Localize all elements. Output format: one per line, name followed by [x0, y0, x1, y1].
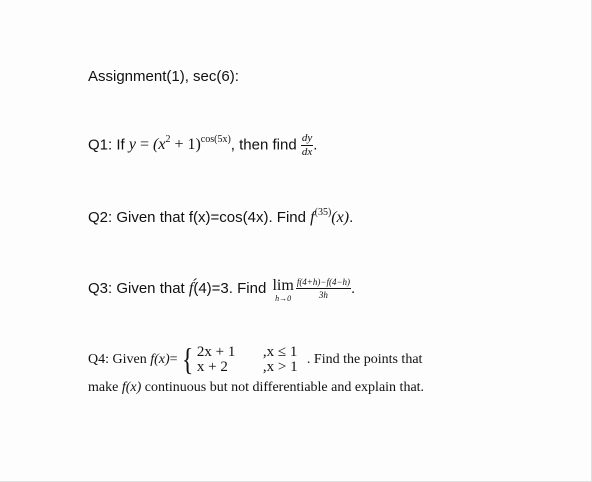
q4-piecewise-cases	[197, 345, 303, 375]
q4-case-1-expr: 2x + 1	[196, 344, 236, 360]
q4-case-2	[197, 360, 303, 375]
q1-derivative-fraction	[301, 133, 313, 158]
q1-label: Q1: If	[88, 136, 125, 154]
q3-value: (4)=3. Find	[193, 279, 267, 297]
q1-fraction-numerator: dy	[301, 132, 313, 144]
q4-case-1-cond: ,x ≤ 1	[262, 344, 298, 360]
q1-base-rest: + 1)	[170, 136, 201, 154]
q1-exponent: cos(5x)	[200, 134, 231, 146]
q2-text: Q2: Given that f(x)=cos(4x). Find	[88, 209, 306, 226]
q4-rest-fx: f(x)	[121, 380, 142, 395]
q1-base: (x	[153, 136, 166, 154]
q3-end: .	[351, 279, 356, 297]
q1-equation	[129, 136, 231, 153]
q4-fx: f(x)	[150, 352, 170, 367]
q4-rest	[88, 378, 508, 397]
q3-limit	[272, 278, 293, 303]
q3-fraction-numerator: f(4+h)−f(4−h)	[296, 277, 351, 287]
q2-derivative	[310, 209, 349, 226]
q3-lim-sub: h→0	[275, 294, 292, 303]
q3-fraction-denominator: 3h	[318, 290, 328, 300]
q1-base-exponent: 2	[165, 134, 171, 146]
q1-y: y	[128, 136, 136, 154]
question-4	[88, 342, 508, 397]
q3-text: Q3: Given that	[88, 279, 185, 297]
q4-case-2-cond: ,x > 1	[262, 359, 298, 375]
q2-f: f	[310, 209, 315, 226]
q4-rest-text: make	[88, 380, 119, 395]
q3-fprime: f́	[188, 279, 194, 297]
q1-then-text: , then find	[230, 136, 297, 154]
q1-end: .	[313, 136, 318, 154]
q4-brace-icon: {	[181, 341, 194, 377]
q4-definition-row	[88, 342, 508, 378]
q4-after-text: . Find the points that	[306, 352, 423, 367]
q4-case-1	[197, 345, 303, 360]
q4-rest-tail: continuous but not differentiable and explain that.	[144, 380, 425, 395]
q2-end: .	[349, 209, 354, 226]
q3-lim-word: lim	[272, 277, 294, 294]
q2-order: (35)	[314, 207, 332, 218]
q1-equals: =	[135, 136, 153, 154]
q3-limit-fraction	[296, 278, 351, 300]
question-2	[88, 208, 353, 228]
assignment-title: Assignment(1), sec(6):	[88, 68, 239, 85]
q2-arg: (x)	[331, 209, 350, 226]
q4-case-2-expr: x + 2	[196, 359, 228, 375]
q4-equals: =	[169, 352, 178, 367]
question-3	[88, 278, 355, 303]
q1-fraction-denominator: dx	[301, 146, 313, 158]
q4-label: Q4: Given	[88, 352, 147, 367]
question-1	[88, 133, 317, 158]
